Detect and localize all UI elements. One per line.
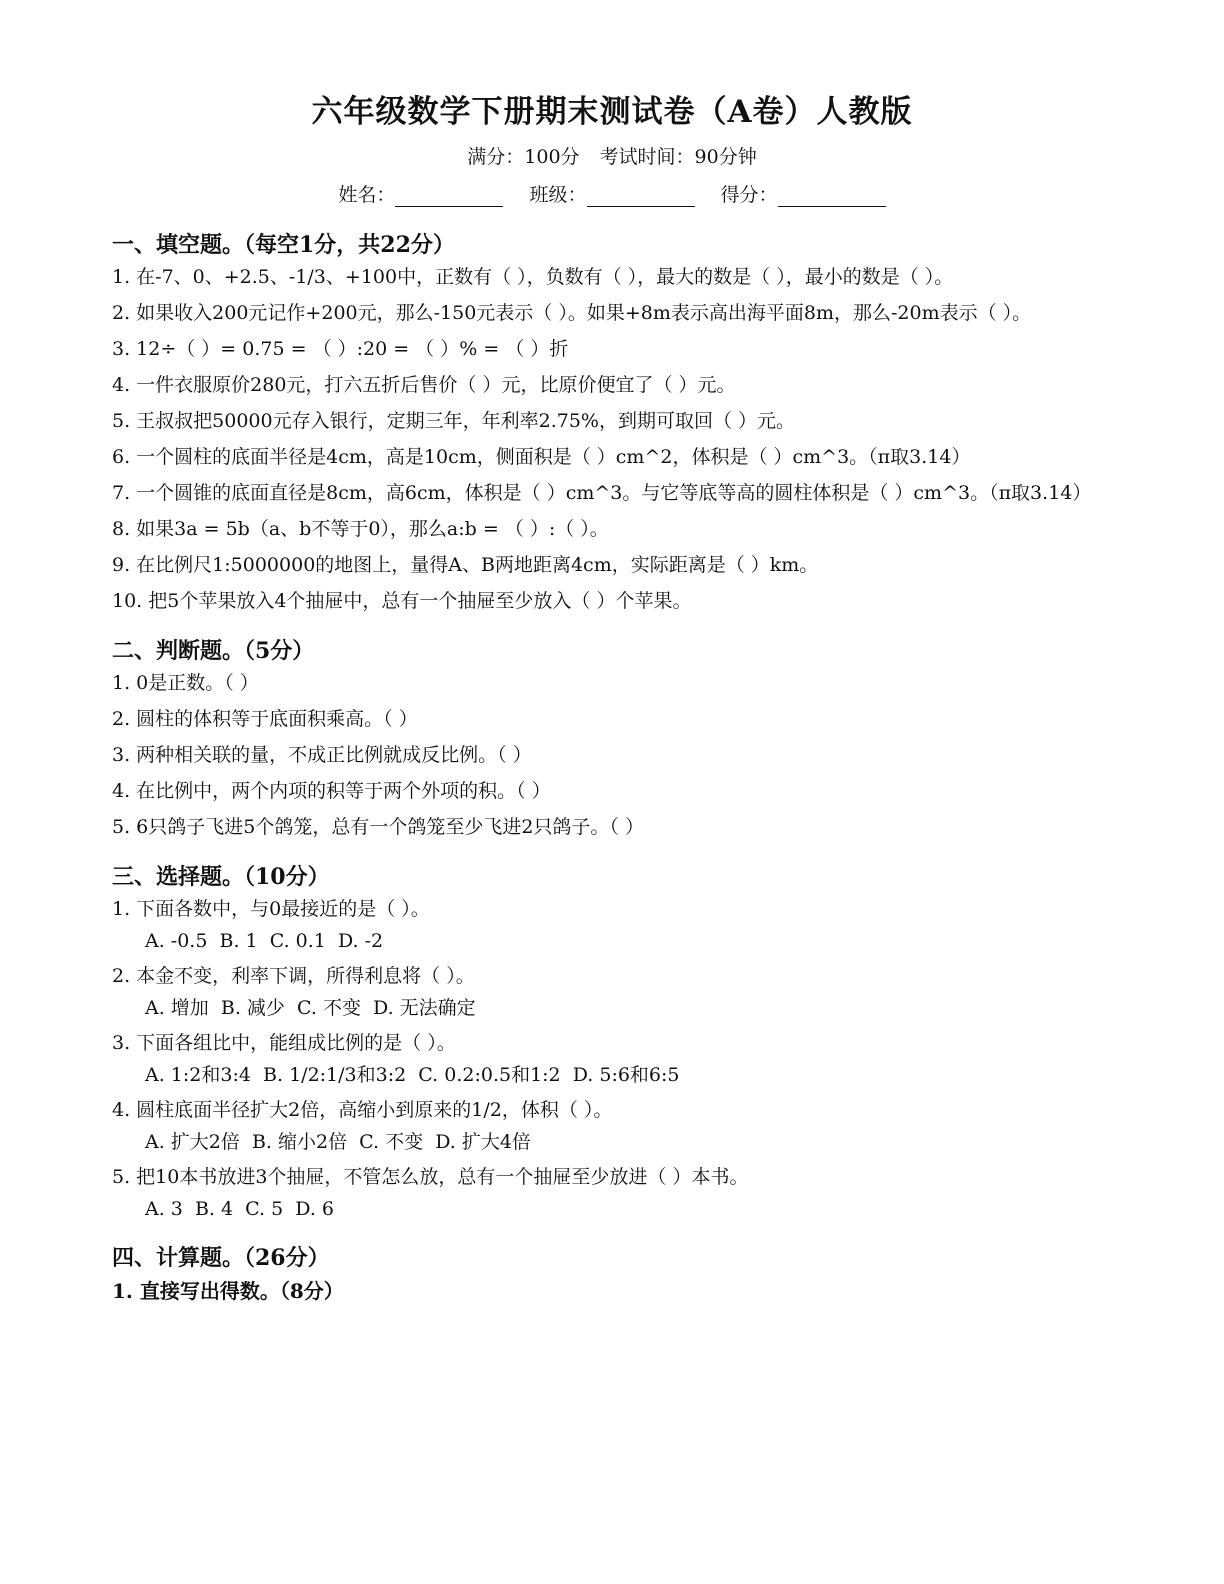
section-fill-in: [112, 228, 1102, 617]
class-label: 班级：: [529, 184, 587, 206]
student-info: [0, 180, 1224, 207]
question-item: 4. 在比例中，两个内项的积等于两个外项的积。（ ）: [112, 780, 551, 802]
full-score: 满分：100分: [467, 146, 580, 168]
question-item: 9. 在比例尺1:5000000的地图上，量得A、B两地距离4cm，实际距离是（ ）km。: [112, 554, 819, 576]
question-item: 5. 6只鸽子飞进5个鸽笼，总有一个鸽笼至少飞进2只鸽子。（ ）: [112, 816, 644, 838]
question-item: 8. 如果3a = 5b（a、b不等于0），那么a:b = （ ）:（ ）。: [112, 518, 609, 540]
question-item: 3. 12÷（ ）= 0.75 = （ ）:20 = （ ）% = （ ）折: [112, 338, 569, 360]
exam-meta: [0, 142, 1224, 169]
score-blank[interactable]: [778, 186, 886, 207]
question-item: 5. 王叔叔把50000元存入银行，定期三年，年利率2.75%，到期可取回（ ）元。: [112, 410, 796, 432]
class-blank[interactable]: [587, 186, 695, 207]
section-judge: [112, 634, 1102, 843]
exam-content: [112, 228, 1102, 1307]
section-title: 三、选择题。（10分）: [112, 864, 330, 890]
name-field: [338, 180, 503, 207]
choice-options: A. -0.5 B. 1 C. 0.1 D. -2: [145, 930, 384, 952]
question-item: 3. 两种相关联的量，不成正比例就成反比例。（ ）: [112, 744, 532, 766]
choice-options: A. 1:2和3:4 B. 1/2:1/3和3:2 C. 0.2:0.5和1:2 D. 5:6和6:5: [145, 1064, 680, 1086]
question-item: 4. 一件衣服原价280元，打六五折后售价（ ）元，比原价便宜了（ ）元。: [112, 374, 736, 396]
question-item: 10. 把5个苹果放入4个抽屉中，总有一个抽屉至少放入（ ）个苹果。: [112, 590, 692, 612]
section-title: 一、填空题。（每空1分，共22分）: [112, 232, 455, 258]
question-item: 1. 在-7、0、+2.5、-1/3、+100中，正数有（ ），负数有（ ），最大的数是（ ），最小的数是（ ）。: [112, 266, 954, 288]
question-item: 1. 0是正数。（ ）: [112, 672, 259, 694]
section-choice: [112, 860, 1102, 1225]
class-field: [529, 180, 694, 207]
choice-options: A. 增加 B. 减少 C. 不变 D. 无法确定: [145, 997, 476, 1019]
question-item: 3. 下面各组比中，能组成比例的是（ ）。: [112, 1032, 456, 1054]
question-item: 6. 一个圆柱的底面半径是4cm，高是10cm，侧面积是（ ）cm^2，体积是（ ）cm^3。（π取3.14）: [112, 446, 971, 468]
question-item: 1. 下面各数中，与0最接近的是（ ）。: [112, 898, 430, 920]
subsection-title: 1. 直接写出得数。（8分）: [112, 1279, 344, 1303]
section-title: 四、计算题。（26分）: [112, 1245, 330, 1271]
score-label: 得分：: [720, 184, 778, 206]
question-item: 4. 圆柱底面半径扩大2倍，高缩小到原来的1/2，体积（ ）。: [112, 1099, 613, 1121]
name-label: 姓名：: [338, 184, 396, 206]
score-field: [721, 180, 886, 207]
exam-title: 六年级数学下册期末测试卷（A卷）人教版: [311, 94, 913, 130]
section-calc: [112, 1241, 1102, 1307]
question-item: 2. 圆柱的体积等于底面积乘高。（ ）: [112, 708, 418, 730]
question-item: 2. 如果收入200元记作+200元，那么-150元表示（ ）。如果+8m表示高出海平面8m，那么-20m表示（ ）。: [112, 302, 1032, 324]
exam-time: 考试时间：90分钟: [599, 146, 757, 168]
choice-options: A. 扩大2倍 B. 缩小2倍 C. 不变 D. 扩大4倍: [145, 1131, 531, 1153]
section-title: 二、判断题。（5分）: [112, 638, 315, 664]
name-blank[interactable]: [395, 186, 503, 207]
choice-options: A. 3 B. 4 C. 5 D. 6: [145, 1198, 335, 1220]
question-item: 7. 一个圆锥的底面直径是8cm，高6cm，体积是（ ）cm^3。与它等底等高的圆柱体积是（ ）cm^3。（π取3.14）: [112, 482, 1092, 504]
question-item: 5. 把10本书放进3个抽屉，不管怎么放，总有一个抽屉至少放进（ ）本书。: [112, 1166, 749, 1188]
question-item: 2. 本金不变，利率下调，所得利息将（ ）。: [112, 965, 475, 987]
